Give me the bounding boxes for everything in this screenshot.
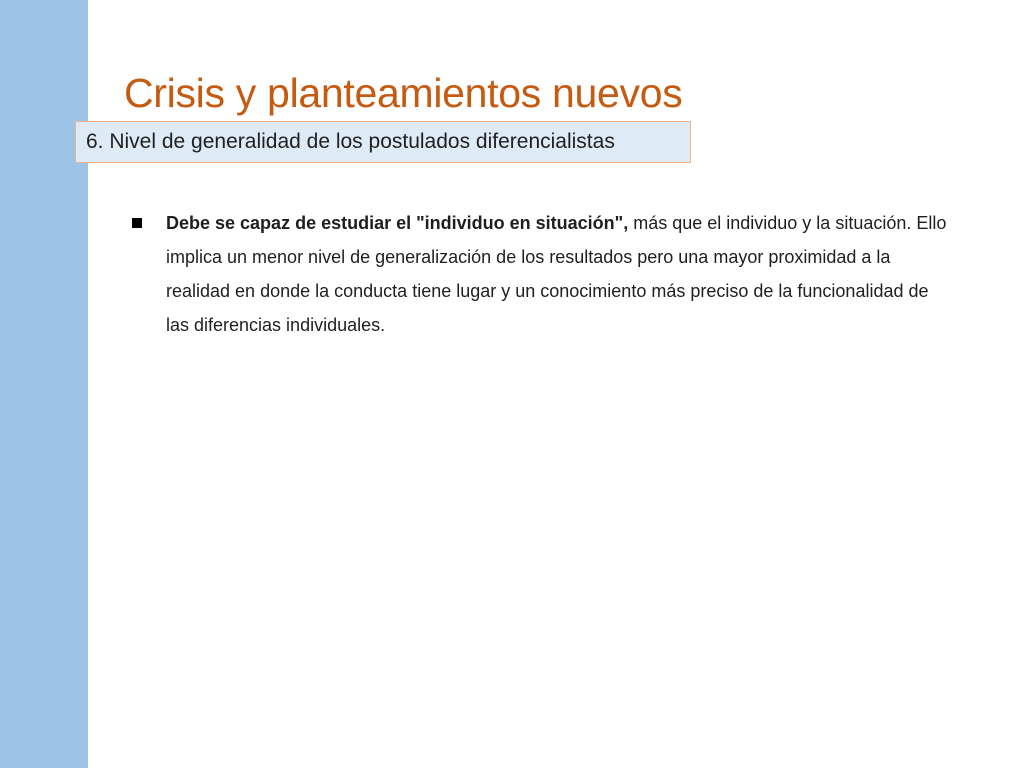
bullet-body-text: más que el individuo y la situación. Ello implica un menor nivel de generalización de los resultados pero una mayor proximidad a la realidad en donde la conducta tiene lugar y un conocimiento más preciso de la funcionalidad de las diferencias individuales. [166, 213, 947, 335]
square-bullet-icon [132, 218, 142, 228]
slide-title: Crisis y planteamientos nuevos [124, 70, 683, 117]
bullet-bold-text: Debe se capaz de estudiar el "individuo en situación", [166, 213, 629, 233]
bullet-paragraph [166, 206, 952, 342]
side-accent-bar [0, 0, 88, 768]
bullet-item [132, 206, 952, 342]
subtitle-text: 6. Nivel de generalidad de los postulados diferencialistas [86, 130, 615, 153]
subtitle-box [75, 121, 691, 163]
